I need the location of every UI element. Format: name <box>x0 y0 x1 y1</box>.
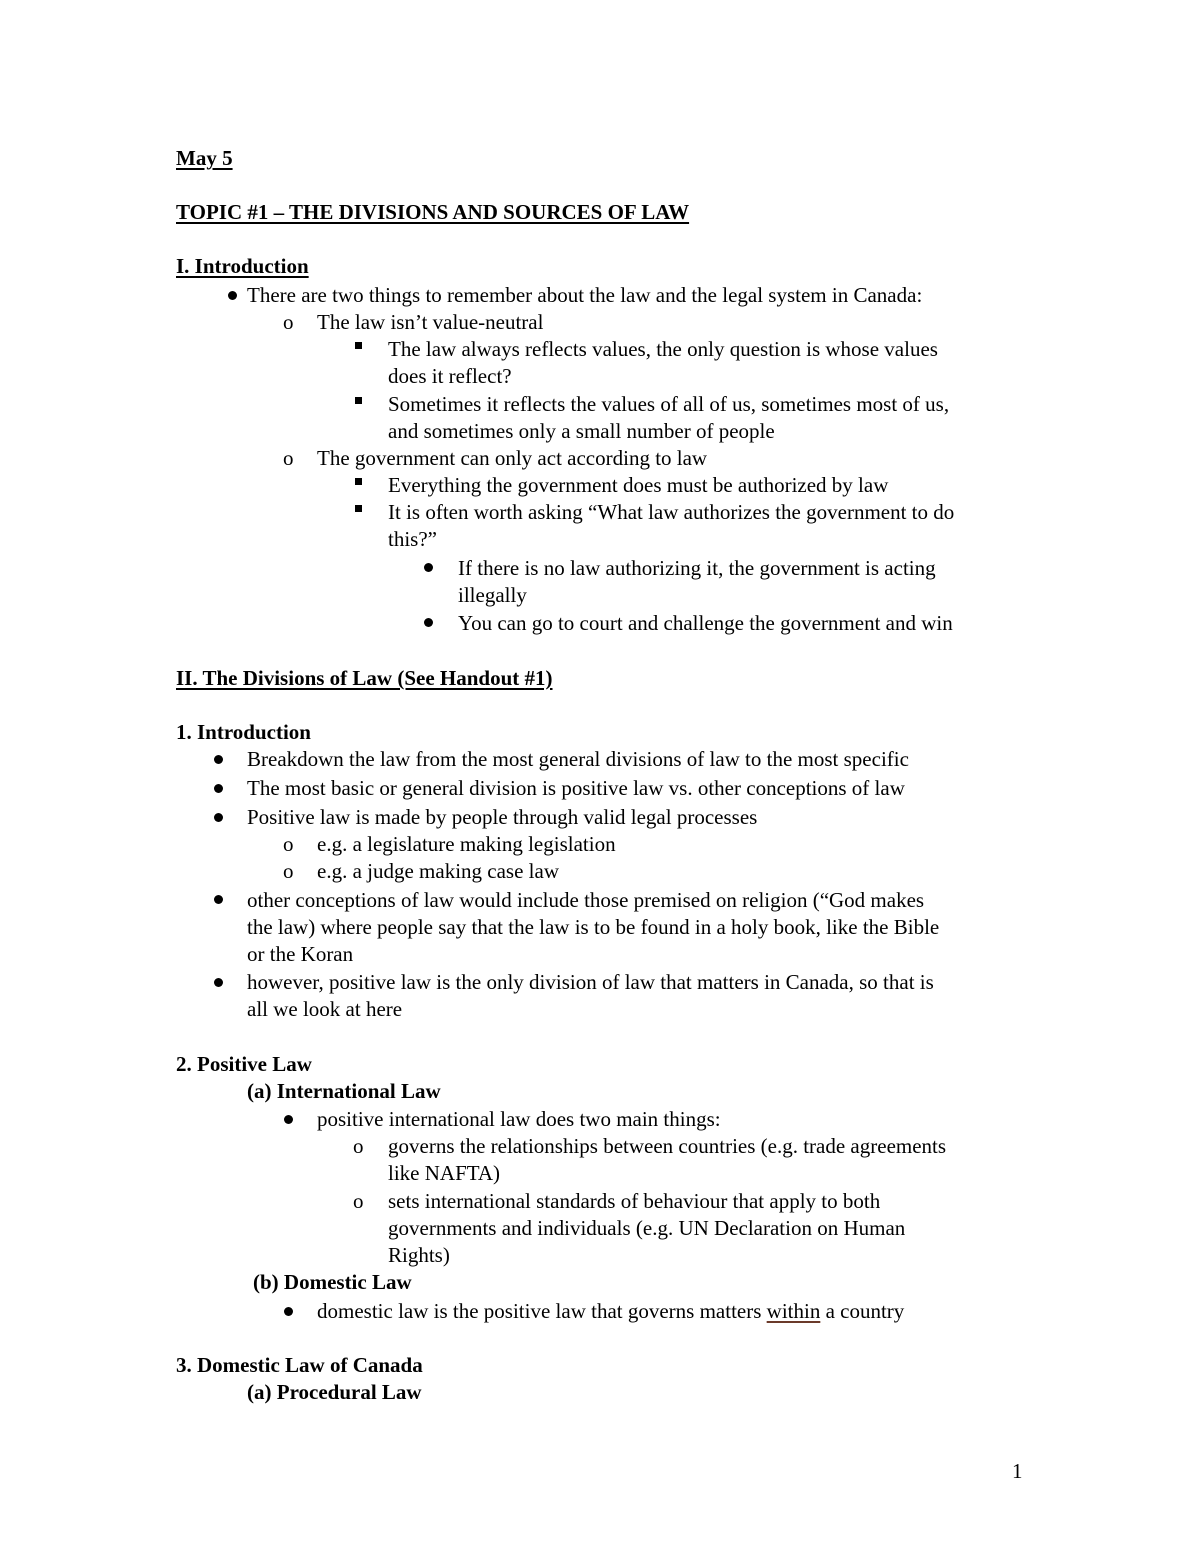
subheading-positive-law: 2. Positive Law <box>176 1052 312 1076</box>
divisions-bullet-5a: however, positive law is the only division of law that matters in Canada, so that is <box>247 970 934 994</box>
bullet-icon <box>214 978 223 987</box>
intro-subsub-2b: and sometimes only a small number of people <box>388 419 775 443</box>
subheading-international-law: (a) International Law <box>247 1079 441 1103</box>
divisions-bullet-5b: all we look at here <box>247 997 403 1021</box>
intro-level4-1a: If there is no law authorizing it, the government is acting <box>458 556 936 580</box>
intro-subsub-1b: does it reflect? <box>388 364 512 388</box>
square-bullet-icon <box>355 397 362 404</box>
intro-level4-1b: illegally <box>458 583 527 607</box>
bullet-icon <box>214 895 223 904</box>
intro-subsub-3: Everything the government does must be authorized by law <box>388 473 889 497</box>
circle-bullet-icon: o <box>283 859 294 883</box>
section-heading-introduction: I. Introduction <box>176 254 309 278</box>
domestic-bullet-1 <box>317 1298 904 1325</box>
date-heading: May 5 <box>176 146 233 170</box>
intro-subsub-2a: Sometimes it reflects the values of all of us, sometimes most of us, <box>388 392 950 416</box>
domestic-bullet-emphasis: within <box>766 1299 821 1323</box>
domestic-bullet-text-post: a country <box>820 1299 905 1323</box>
bullet-icon <box>214 813 223 822</box>
intro-sub-2: The government can only act according to law <box>317 446 708 470</box>
divisions-bullet-3: Positive law is made by people through valid legal processes <box>247 805 758 829</box>
divisions-bullet-4a: other conceptions of law would include those premised on religion (“God makes <box>247 888 925 912</box>
bullet-icon <box>214 755 223 764</box>
divisions-bullet-2: The most basic or general division is positive law vs. other conceptions of law <box>247 776 905 800</box>
subheading-procedural-law: (a) Procedural Law <box>247 1380 422 1404</box>
circle-bullet-icon: o <box>283 310 294 334</box>
international-sub-2a: sets international standards of behaviour that apply to both <box>388 1189 881 1213</box>
square-bullet-icon <box>355 342 362 349</box>
subheading-introduction: 1. Introduction <box>176 720 311 744</box>
divisions-bullet-4c: or the Koran <box>247 942 354 966</box>
intro-subsub-4b: this?” <box>388 527 437 551</box>
square-bullet-icon <box>355 505 362 512</box>
circle-bullet-icon: o <box>283 832 294 856</box>
intro-bullet-1: There are two things to remember about the law and the legal system in Canada: <box>247 283 923 307</box>
circle-bullet-icon: o <box>353 1189 364 1213</box>
international-sub-2c: Rights) <box>388 1243 450 1267</box>
subheading-domestic-law: (b) Domestic Law <box>253 1270 412 1294</box>
bullet-icon <box>214 784 223 793</box>
international-sub-1b: like NAFTA) <box>388 1161 501 1185</box>
divisions-sub-1: e.g. a legislature making legislation <box>317 832 616 856</box>
bullet-icon <box>424 618 433 627</box>
divisions-bullet-4b: the law) where people say that the law is to be found in a holy book, like the Bible <box>247 915 940 939</box>
bullet-icon <box>228 291 237 300</box>
section-heading-divisions: II. The Divisions of Law (See Handout #1) <box>176 666 553 690</box>
bullet-icon <box>284 1115 293 1124</box>
international-bullet-1: positive international law does two main things: <box>317 1107 721 1131</box>
square-bullet-icon <box>355 478 362 485</box>
topic-heading: TOPIC #1 – THE DIVISIONS AND SOURCES OF LAW <box>176 200 690 224</box>
bullet-icon <box>284 1307 293 1316</box>
circle-bullet-icon: o <box>283 446 294 470</box>
international-sub-1a: governs the relationships between countries (e.g. trade agreements <box>388 1134 947 1158</box>
page-number: 1 <box>1012 1459 1023 1483</box>
circle-bullet-icon: o <box>353 1134 364 1158</box>
international-sub-2b: governments and individuals (e.g. UN Declaration on Human <box>388 1216 906 1240</box>
intro-subsub-1a: The law always reflects values, the only question is whose values <box>388 337 938 361</box>
intro-level4-2: You can go to court and challenge the government and win <box>458 611 953 635</box>
domestic-bullet-text-pre: domestic law is the positive law that governs matters <box>317 1299 767 1323</box>
divisions-bullet-1: Breakdown the law from the most general divisions of law to the most specific <box>247 747 909 771</box>
divisions-sub-2: e.g. a judge making case law <box>317 859 559 883</box>
intro-subsub-4a: It is often worth asking “What law authorizes the government to do <box>388 500 955 524</box>
bullet-icon <box>424 563 433 572</box>
subheading-domestic-law-canada: 3. Domestic Law of Canada <box>176 1353 423 1377</box>
intro-sub-1: The law isn’t value-neutral <box>317 310 544 334</box>
